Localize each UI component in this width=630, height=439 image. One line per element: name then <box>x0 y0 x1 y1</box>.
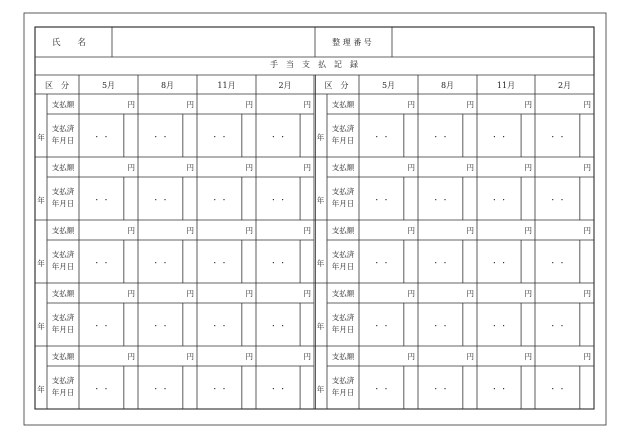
yen-unit: 円 <box>127 100 135 109</box>
amount-row-label: 支払額 <box>51 226 75 235</box>
month-header-left-3: 2月 <box>278 81 292 90</box>
yen-unit: 円 <box>466 289 474 298</box>
yen-unit: 円 <box>303 352 311 361</box>
date-separator-dots: ・ ・ <box>490 196 508 204</box>
date-separator-dots: ・ ・ <box>152 322 169 330</box>
month-header-left-0: 5月 <box>101 81 116 90</box>
date-separator-dots: ・ ・ <box>549 385 566 393</box>
yen-unit: 円 <box>524 226 532 235</box>
year-label: 年 <box>316 196 325 205</box>
date-separator-dots: ・ ・ <box>549 196 566 204</box>
division-label-right: 区 分 <box>324 81 349 90</box>
amount-row-label: 支払額 <box>51 100 75 109</box>
date-separator-dots: ・ ・ <box>373 133 390 141</box>
paid-date-label-line2: 年月日 <box>331 262 355 271</box>
paid-date-label-line2: 年月日 <box>331 199 355 208</box>
paid-date-label-line1: 支払済 <box>331 376 355 385</box>
date-separator-dots: ・ ・ <box>373 385 390 393</box>
paid-date-label-line2: 年月日 <box>51 136 75 145</box>
year-label: 年 <box>37 196 45 205</box>
date-separator-dots: ・ ・ <box>211 385 228 393</box>
year-label: 年 <box>37 385 45 394</box>
yen-unit: 円 <box>303 289 311 298</box>
date-separator-dots: ・ ・ <box>549 259 566 267</box>
paid-date-label-line1: 支払済 <box>51 313 75 322</box>
year-label: 年 <box>37 133 45 142</box>
yen-unit: 円 <box>583 352 591 361</box>
amount-row-label: 支払額 <box>331 226 355 235</box>
yen-unit: 円 <box>407 352 415 361</box>
yen-unit: 円 <box>186 100 194 109</box>
yen-unit: 円 <box>127 289 135 298</box>
month-header-right-0: 5月 <box>381 81 396 90</box>
date-separator-dots: ・ ・ <box>211 322 228 330</box>
paid-date-label-line2: 年月日 <box>51 325 75 334</box>
date-separator-dots: ・ ・ <box>490 385 508 393</box>
date-separator-dots: ・ ・ <box>211 196 228 204</box>
date-separator-dots: ・ ・ <box>432 385 449 393</box>
yen-unit: 円 <box>186 226 194 235</box>
date-separator-dots: ・ ・ <box>152 133 169 141</box>
yen-unit: 円 <box>466 352 474 361</box>
amount-row-label: 支払額 <box>331 163 355 172</box>
paid-date-label-line1: 支払済 <box>51 376 75 385</box>
yen-unit: 円 <box>407 163 415 172</box>
date-separator-dots: ・ ・ <box>93 259 110 267</box>
paid-date-label-line2: 年月日 <box>51 262 75 271</box>
date-separator-dots: ・ ・ <box>490 133 508 141</box>
paid-date-label-line2: 年月日 <box>331 136 355 145</box>
yen-unit: 円 <box>583 289 591 298</box>
year-label: 年 <box>316 385 325 394</box>
date-separator-dots: ・ ・ <box>152 259 169 267</box>
month-header-left-1: 8月 <box>160 81 175 90</box>
yen-unit: 円 <box>583 163 591 172</box>
amount-row-label: 支払額 <box>51 352 75 361</box>
date-separator-dots: ・ ・ <box>432 196 449 204</box>
date-separator-dots: ・ ・ <box>490 259 508 267</box>
paid-date-label-line1: 支払済 <box>51 187 75 196</box>
yen-unit: 円 <box>245 289 253 298</box>
division-label-left: 区 分 <box>45 81 69 90</box>
date-separator-dots: ・ ・ <box>269 196 287 204</box>
year-label: 年 <box>316 133 325 142</box>
amount-row-label: 支払額 <box>331 100 355 109</box>
year-label: 年 <box>37 322 45 331</box>
date-separator-dots: ・ ・ <box>432 259 449 267</box>
date-separator-dots: ・ ・ <box>269 259 287 267</box>
yen-unit: 円 <box>524 163 532 172</box>
year-label: 年 <box>37 259 45 268</box>
date-separator-dots: ・ ・ <box>269 322 287 330</box>
date-separator-dots: ・ ・ <box>373 259 390 267</box>
date-separator-dots: ・ ・ <box>93 196 110 204</box>
paid-date-label-line1: 支払済 <box>51 250 75 259</box>
amount-row-label: 支払額 <box>331 352 355 361</box>
yen-unit: 円 <box>303 163 311 172</box>
paid-date-label-line2: 年月日 <box>51 388 75 397</box>
management-number-label: 整 理 番 号 <box>332 38 372 47</box>
yen-unit: 円 <box>303 226 311 235</box>
yen-unit: 円 <box>583 226 591 235</box>
yen-unit: 円 <box>245 352 253 361</box>
paid-date-label-line2: 年月日 <box>51 199 75 208</box>
yen-unit: 円 <box>407 226 415 235</box>
form-title: 手 当 支 払 記 録 <box>270 60 358 69</box>
year-label: 年 <box>316 322 325 331</box>
yen-unit: 円 <box>245 226 253 235</box>
yen-unit: 円 <box>466 163 474 172</box>
name-label: 氏 名 <box>52 38 87 48</box>
paid-date-label-line1: 支払済 <box>331 250 355 259</box>
yen-unit: 円 <box>524 352 532 361</box>
amount-row-label: 支払額 <box>51 289 75 298</box>
yen-unit: 円 <box>524 289 532 298</box>
paid-date-label-line2: 年月日 <box>331 388 355 397</box>
yen-unit: 円 <box>466 100 474 109</box>
date-separator-dots: ・ ・ <box>373 196 390 204</box>
date-separator-dots: ・ ・ <box>432 133 449 141</box>
date-separator-dots: ・ ・ <box>373 322 390 330</box>
yen-unit: 円 <box>186 163 194 172</box>
date-separator-dots: ・ ・ <box>93 133 110 141</box>
date-separator-dots: ・ ・ <box>490 322 508 330</box>
amount-row-label: 支払額 <box>331 289 355 298</box>
month-header-right-1: 8月 <box>440 81 455 90</box>
date-separator-dots: ・ ・ <box>549 322 566 330</box>
paid-date-label-line2: 年月日 <box>331 325 355 334</box>
yen-unit: 円 <box>127 163 135 172</box>
yen-unit: 円 <box>407 289 415 298</box>
date-separator-dots: ・ ・ <box>152 385 169 393</box>
yen-unit: 円 <box>303 100 311 109</box>
date-separator-dots: ・ ・ <box>93 322 110 330</box>
paid-date-label-line1: 支払済 <box>331 124 355 133</box>
paid-date-label-line1: 支払済 <box>331 313 355 322</box>
yen-unit: 円 <box>524 100 532 109</box>
yen-unit: 円 <box>245 100 253 109</box>
date-separator-dots: ・ ・ <box>432 322 449 330</box>
amount-row-label: 支払額 <box>51 163 75 172</box>
yen-unit: 円 <box>583 100 591 109</box>
paid-date-label-line1: 支払済 <box>331 187 355 196</box>
yen-unit: 円 <box>127 226 135 235</box>
yen-unit: 円 <box>186 352 194 361</box>
month-header-left-2: 11月 <box>217 81 236 90</box>
year-label: 年 <box>316 259 325 268</box>
date-separator-dots: ・ ・ <box>152 196 169 204</box>
date-separator-dots: ・ ・ <box>93 385 110 393</box>
month-header-right-2: 11月 <box>496 81 516 90</box>
yen-unit: 円 <box>127 352 135 361</box>
date-separator-dots: ・ ・ <box>549 133 566 141</box>
date-separator-dots: ・ ・ <box>211 133 228 141</box>
yen-unit: 円 <box>245 163 253 172</box>
date-separator-dots: ・ ・ <box>269 133 287 141</box>
paid-date-label-line1: 支払済 <box>51 124 75 133</box>
yen-unit: 円 <box>186 289 194 298</box>
yen-unit: 円 <box>466 226 474 235</box>
yen-unit: 円 <box>407 100 415 109</box>
date-separator-dots: ・ ・ <box>269 385 287 393</box>
month-header-right-3: 2月 <box>557 81 572 90</box>
date-separator-dots: ・ ・ <box>211 259 228 267</box>
